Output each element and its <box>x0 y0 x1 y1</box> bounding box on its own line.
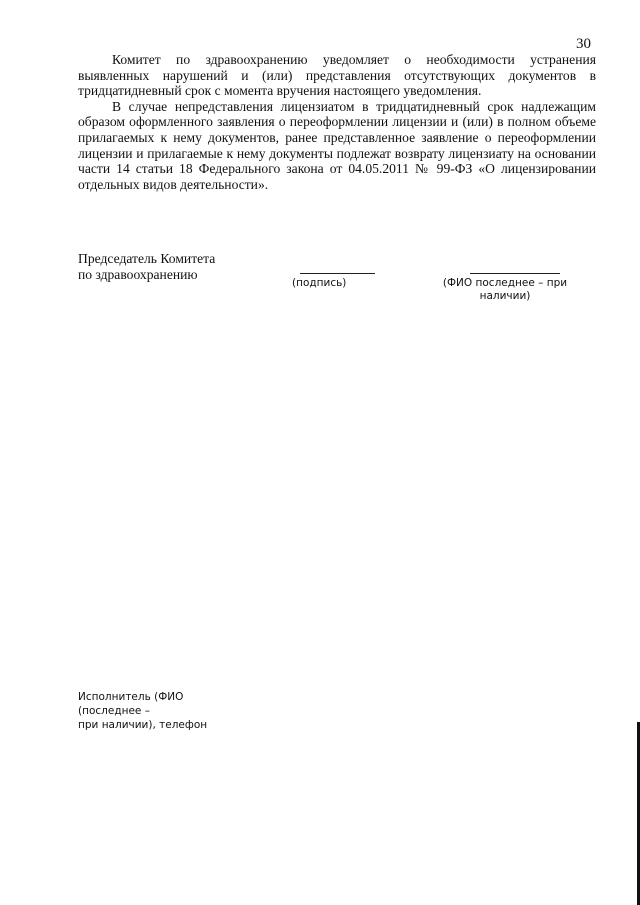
fio-caption-line2: наличии) <box>479 290 531 302</box>
signatory-title-line2: по здравоохранению <box>78 266 198 282</box>
document-body <box>78 52 596 192</box>
signatory-title <box>78 251 215 282</box>
page-number: 30 <box>576 36 591 52</box>
signature-caption: (подпись) <box>292 277 347 289</box>
signature-line <box>300 273 375 274</box>
signatory-title-line1: Председатель Комитета <box>78 251 216 266</box>
executor-line2: при наличии), телефон <box>78 719 208 731</box>
fio-caption <box>440 277 570 303</box>
executor-line1: Исполнитель (ФИО (последнее – <box>78 691 184 717</box>
paragraph-return-condition: В случае непредставления лицензиатом в тридцатидневный срок надлежащим образом оформленного заявления о переоформлении лицензии и (или) в полном объеме прилагаемых к нему документов, ранее представленное заявление о переоформлении лицензии и прилагаемые к нему документы подлежат возврату лицензиату на основании части 14 статьи 18 Федерального закона от 04.05.2011 № 99-ФЗ «О лицензировании отдельных видов деятельности». <box>78 98 596 192</box>
fio-caption-line1: (ФИО последнее – при <box>442 277 568 289</box>
executor-info <box>78 690 248 732</box>
fio-line <box>470 273 560 274</box>
paragraph-notice: Комитет по здравоохранению уведомляет о необходимости устранения выявленных нарушений и (или) представления отсутствующих документов в тридцатидневный срок с момента вручения настоящего уведомления. <box>78 52 596 99</box>
